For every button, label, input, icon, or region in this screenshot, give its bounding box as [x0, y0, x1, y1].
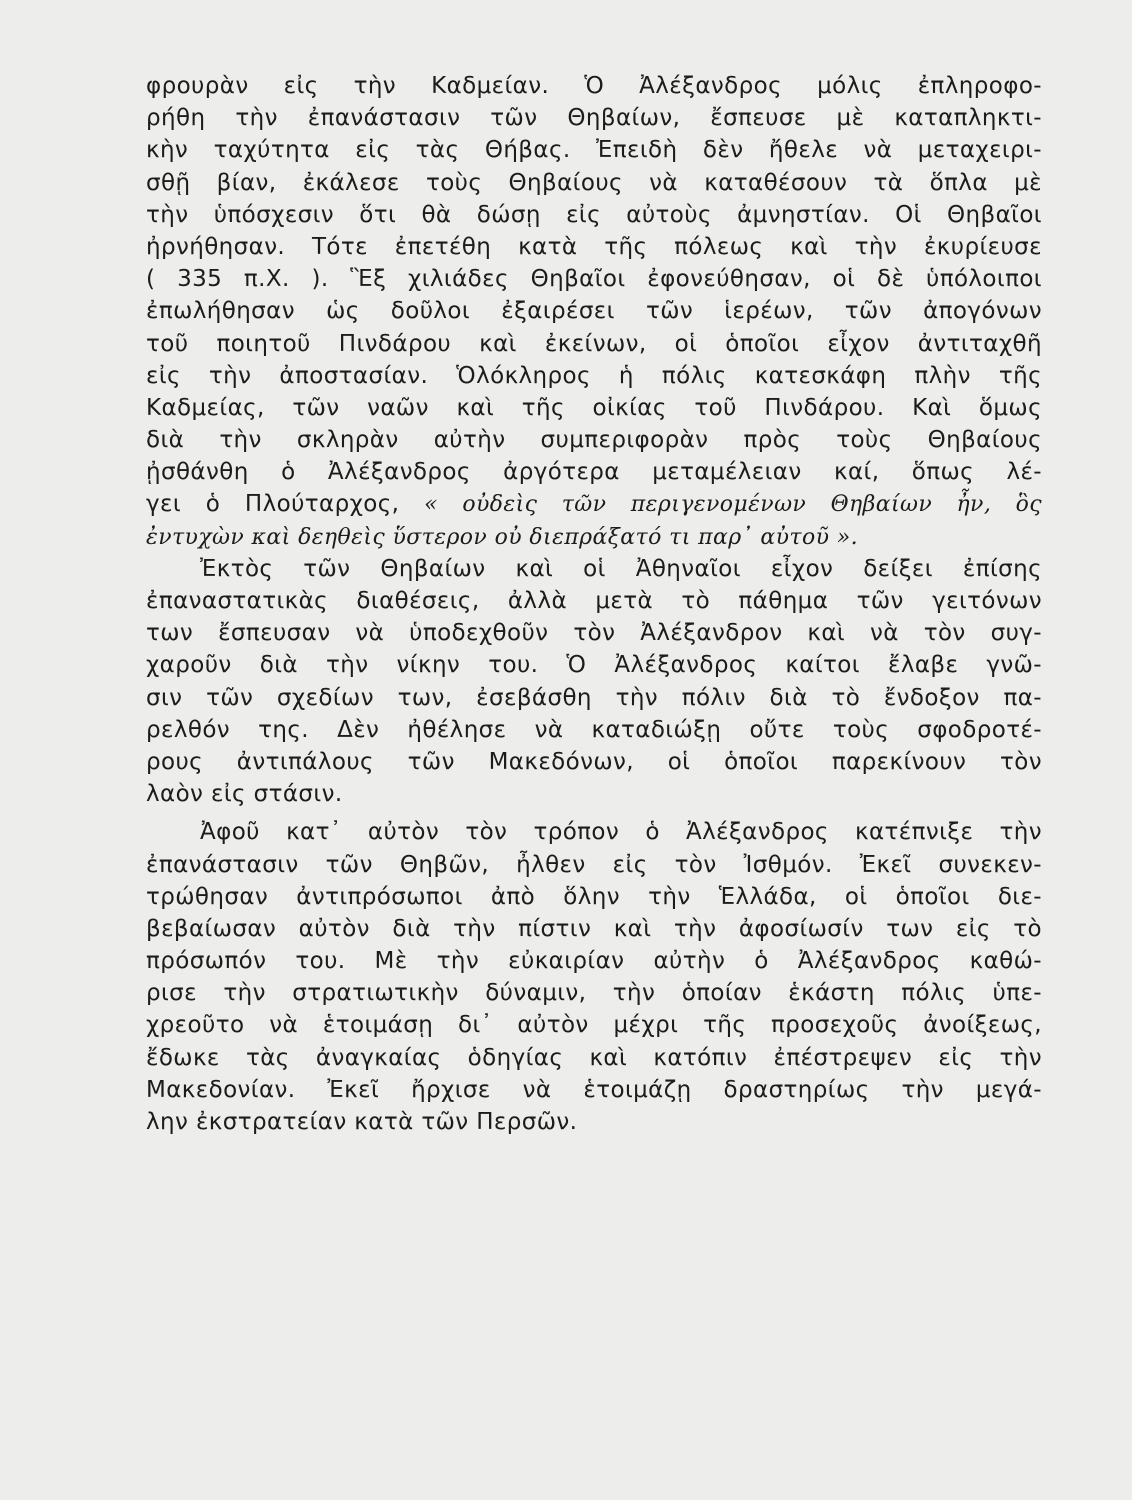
text-line: λαὸν εἰς στάσιν. — [146, 781, 343, 808]
text-line: Καδμείας, τῶν ναῶν καὶ τῆς οἰκίας τοῦ Πινδάρου. Καὶ ὅμως — [146, 394, 1042, 421]
text-line: σθῇ βίαν, ἐκάλεσε τοὺς Θηβαίους νὰ καταθέσουν τὰ ὅπλα μὲ — [146, 169, 1042, 196]
text-line: εἰς τὴν ἀποστασίαν. Ὁλόκληρος ἡ πόλις κατεσκάφη πλὴν τῆς — [146, 362, 1042, 389]
text-line: σιν τῶν σχεδίων των, ἐσεβάσθη τὴν πόλιν διὰ τὸ ἔνδοξον πα- — [146, 684, 1042, 711]
paragraph-1 — [146, 70, 1042, 553]
text-line: ρήθη τὴν ἐπανάστασιν τῶν Θηβαίων, ἔσπευσε μὲ καταπληκτι- — [146, 105, 1042, 132]
text-line: των ἔσπευσαν νὰ ὑποδεχθοῦν τὸν Ἀλέξανδρον καὶ νὰ τὸν συγ- — [146, 620, 1042, 647]
text-line: ρισε τὴν στρατιωτικὴν δύναμιν, τὴν ὁποίαν ἑκάστη πόλις ὑπε- — [146, 980, 1042, 1007]
text-line: λην ἐκστρατείαν κατὰ τῶν Περσῶν. — [146, 1109, 578, 1135]
text-line: ἐπαναστατικὰς διαθέσεις, ἀλλὰ μετὰ τὸ πάθημα τῶν γειτόνων — [146, 588, 1042, 614]
text-line: ( 335 π.Χ. ). Ἓξ χιλιάδες Θηβαῖοι ἐφονεύθησαν, οἱ δὲ ὑπόλοιποι — [146, 266, 1042, 293]
body-text — [146, 70, 1042, 1138]
text-line: χρεοῦτο νὰ ἑτοιμάσῃ δι᾽ αὐτὸν μέχρι τῆς προσεχοῦς ἀνοίξεως, — [146, 1012, 1042, 1039]
text-line: Ἐκτὸς τῶν Θηβαίων καὶ οἱ Ἀθηναῖοι εἶχον δείξει ἐπίσης — [200, 555, 1042, 582]
text-line-with-quote — [146, 488, 1042, 520]
plutarch-quote-part-1: « οὐδεὶς τῶν περιγενομένων Θηβαίων ἦν, ὃς — [424, 492, 1042, 518]
text-line: τοῦ ποιητοῦ Πινδάρου καὶ ἐκείνων, οἱ ὁποῖοι εἶχον ἀντιταχθῆ — [146, 330, 1042, 357]
text-line: τὴν ὑπόσχεσιν ὅτι θὰ δώσῃ εἰς αὐτοὺς ἀμνηστίαν. Οἱ Θηβαῖοι — [146, 201, 1042, 228]
quote-lead: γει ὁ Πλούταρχος, — [146, 491, 400, 518]
paragraph-3 — [146, 816, 1042, 1138]
text-line: φρουρὰν εἰς τὴν Καδμείαν. Ὁ Ἀλέξανδρος μόλις ἐπληροφο- — [146, 73, 1042, 99]
text-line: τρώθησαν ἀντιπρόσωποι ἀπὸ ὅλην τὴν Ἑλλάδα, οἱ ὁποῖοι διε- — [146, 883, 1042, 910]
quote-line — [146, 521, 1042, 553]
text-line: ἐπωλήθησαν ὡς δοῦλοι ἐξαιρέσει τῶν ἱερέων, τῶν ἀπογόνων — [146, 298, 1042, 325]
text-line: Ἀφοῦ κατ᾽ αὐτὸν τὸν τρόπον ὁ Ἀλέξανδρος κατέπνιξε τὴν — [200, 819, 1042, 846]
text-line: βεβαίωσαν αὐτὸν διὰ τὴν πίστιν καὶ τὴν ἀφοσίωσίν των εἰς τὸ — [146, 915, 1042, 942]
text-line: χαροῦν διὰ τὴν νίκην του. Ὁ Ἀλέξανδρος καίτοι ἔλαβε γνῶ- — [146, 652, 1042, 679]
text-line: ρελθόν της. Δὲν ἠθέλησε νὰ καταδιώξῃ οὔτε τοὺς σφοδροτέ- — [146, 716, 1042, 743]
text-line: ἐπανάστασιν τῶν Θηβῶν, ἦλθεν εἰς τὸν Ἰσθμόν. Ἐκεῖ συνεκεν- — [146, 851, 1042, 878]
text-line: κὴν ταχύτητα εἰς τὰς Θήβας. Ἐπειδὴ δὲν ἤθελε νὰ μεταχειρι- — [146, 137, 1042, 164]
text-line: Μακεδονίαν. Ἐκεῖ ἤρχισε νὰ ἑτοιμάζῃ δραστηρίως τὴν μεγά- — [146, 1076, 1042, 1103]
text-line: πρόσωπόν του. Μὲ τὴν εὐκαιρίαν αὐτὴν ὁ Ἀλέξανδρος καθώ- — [146, 948, 1042, 975]
text-line: ρους ἀντιπάλους τῶν Μακεδόνων, οἱ ὁποῖοι παρεκίνουν τὸν — [146, 748, 1042, 775]
text-line: ᾐσθάνθη ὁ Ἀλέξανδρος ἀργότερα μεταμέλειαν καί, ὅπως λέ- — [146, 459, 1042, 486]
text-line: διὰ τὴν σκληρὰν αὐτὴν συμπεριφορὰν πρὸς τοὺς Θηβαίους — [146, 427, 1042, 454]
paragraph-2 — [146, 553, 1042, 811]
plutarch-quote-part-2: ἐντυχὼν καὶ δεηθεὶς ὕστερον οὐ διεπράξατό τι παρ᾽ αὐτοῦ ». — [146, 524, 859, 550]
text-line: ἔδωκε τὰς ἀναγκαίας ὁδηγίας καὶ κατόπιν ἐπέστρεψεν εἰς τὴν — [146, 1044, 1042, 1071]
text-line: ἠρνήθησαν. Τότε ἐπετέθη κατὰ τῆς πόλεως καὶ τὴν ἐκυρίευσε — [146, 233, 1042, 260]
